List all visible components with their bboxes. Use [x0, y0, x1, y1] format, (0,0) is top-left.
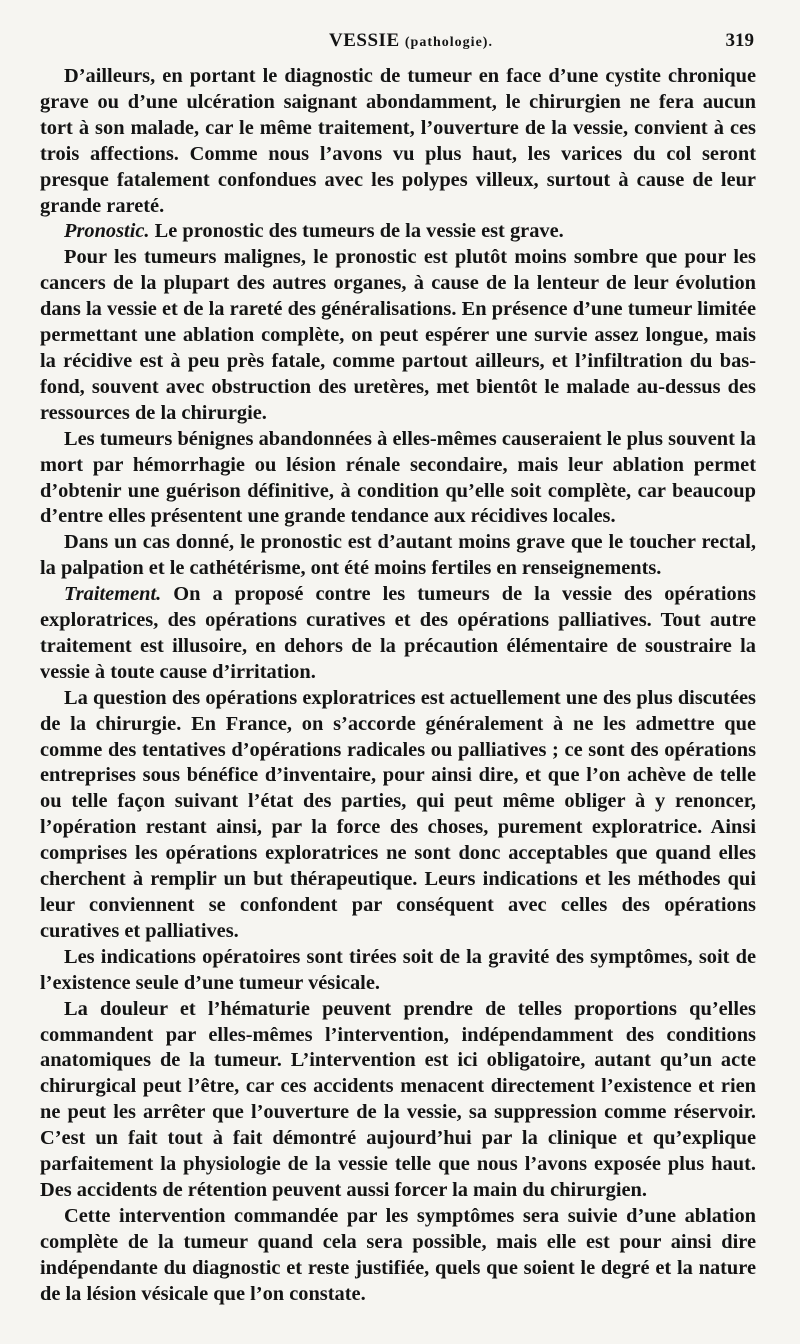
paragraph-text: La douleur et l’hématurie peuvent prendre de telles proportions qu’elles commandent par elles-mêmes l’intervention, indépendamment des conditions anatomiques de la tumeur. L’intervention est ici obligatoire, autant qu’un acte chirurgical peut l’être, car ces accidents menacent directement l’existence et rien ne peut les arrêter que l’ouverture de la vessie, sa suppression comme réservoir. C’est un fait tout à fait démontré aujourd’hui par la clinique et qu’explique parfaitement la physiologie de la vessie telle que nous l’avons exposée plus haut. Des accidents de rétention peuvent aussi forcer la main du chirurgien. — [40, 997, 756, 1201]
running-head — [66, 30, 756, 52]
paragraph-text: On a proposé contre les tumeurs de la vessie des opérations exploratrices, des opérations curatives et des opérations palliatives. Tout autre traitement est illusoire, en dehors de la précaution élémentaire de soustraire la vessie à toute cause d’irritation. — [40, 583, 756, 683]
paragraph-text: Cette intervention commandée par les symptômes sera suivie d’une ablation complète de la tumeur quand cela sera possible, mais elle est pour ainsi dire indépendante du diagnostic et reste justifiée, quels que soient le degré et la nature de la lésion vésicale que l’on constate. — [40, 1204, 756, 1305]
paragraph-text: Les tumeurs bénignes abandonnées à elles-mêmes causeraient le plus souvent la mort par hémorrhagie ou lésion rénale secondaire, mais leur ablation permet d’obtenir une guérison définitive, à condition qu’elle soit complète, car beaucoup d’entre elles présentent une grande tendance aux récidives locales. — [40, 427, 756, 528]
page-number: 319 — [725, 30, 754, 51]
section-heading-traitement: Traitement. — [64, 583, 162, 606]
section-heading-pronostic: Pronostic. — [64, 220, 150, 243]
running-head-subtitle: (pathologie). — [404, 35, 493, 50]
paragraph — [40, 245, 756, 426]
paragraph-text: Pour les tumeurs malignes, le pronostic est plutôt moins sombre que pour les cancers de la plupart des autres organes, à cause de la lenteur de leur évolution dans la vessie et de la rareté des généralisations. En présence d’une tumeur limitée permettant une ablation complète, on peut espérer une survie assez longue, mais la récidive est à peu près fatale, comme partout ailleurs, et l’infiltration du bas-fond, souvent avec obstruction des uretères, met bientôt le malade au-dessus des ressources de la chirurgie. — [40, 246, 756, 424]
paragraph — [40, 686, 756, 945]
paragraph — [40, 219, 756, 245]
paragraph-text: Dans un cas donné, le pronostic est d’autant moins grave que le toucher rectal, la palpation et le cathétérisme, ont été moins fertiles en renseignements. — [40, 531, 756, 580]
paragraph — [40, 530, 756, 582]
paragraph-text: D’ailleurs, en portant le diagnostic de tumeur en face d’une cystite chronique grave ou d’une ulcération saignant abondamment, le chirurgien ne fera aucun tort à son malade, car le même traitement, l’ouverture de la vessie, convient à ces trois affections. Comme nous l’avons vu plus haut, les varices du col seront presque fatalement confondues avec les polypes villeux, surtout à cause de leur grande rareté. — [40, 65, 756, 217]
paragraph — [40, 1204, 756, 1308]
paragraph — [40, 945, 756, 997]
running-head-title: VESSIE — [329, 30, 400, 51]
paragraph-text: La question des opérations exploratrices est actuellement une des plus discutées de la chirurgie. En France, on s’accorde généralement à ne les admettre que comme des tentatives d’opérations radicales ou palliatives ; ce sont des opérations entreprises sous bénéfice d’inventaire, pour ainsi dire, et que l’on achève de telle ou telle façon suivant l’état des parties, qui peut même obliger à y renoncer, l’opération restant ainsi, par la force des choses, purement exploratrice. Ainsi comprises les opérations exploratrices ne sont donc acceptables que quand elles cherchent à remplir un but thérapeutique. Leurs indications et les méthodes qui leur conviennent se confondent par conséquent avec celles des opérations curatives et palliatives. — [40, 686, 756, 942]
body-text — [40, 64, 756, 1308]
paragraph-text: Le pronostic des tumeurs de la vessie est grave. — [149, 220, 564, 243]
page-header — [66, 30, 756, 60]
paragraph — [40, 997, 756, 1204]
paragraph — [40, 64, 756, 219]
paragraph — [40, 427, 756, 531]
paragraph-text: Les indications opératoires sont tirées soit de la gravité des symptômes, soit de l’existence seule d’une tumeur vésicale. — [40, 945, 756, 994]
paragraph — [40, 582, 756, 686]
